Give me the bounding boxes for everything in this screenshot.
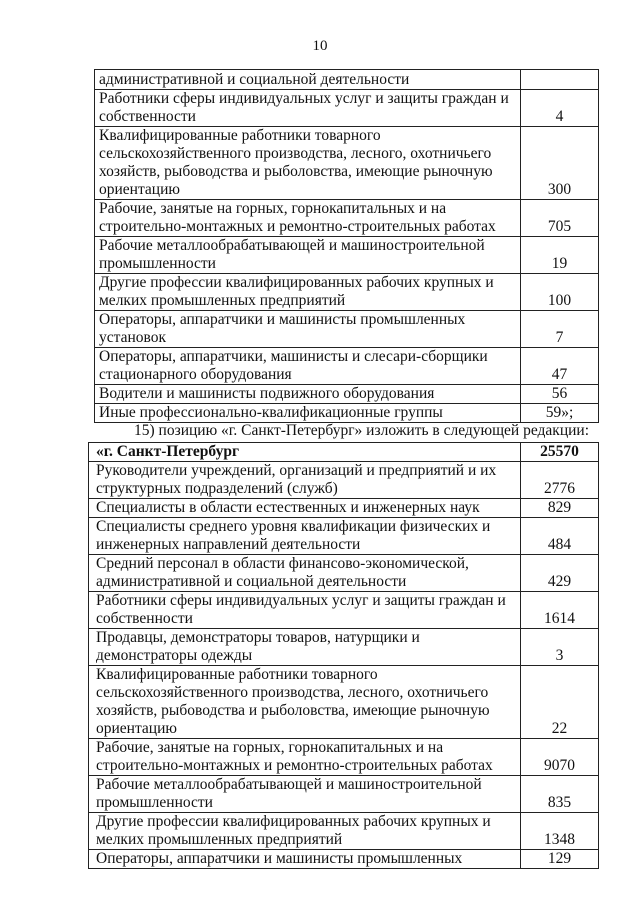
occupation-value: 429: [521, 555, 599, 592]
occupation-label: Операторы, аппаратчики, машинисты и слесари-сборщики стационарного оборудования: [95, 348, 521, 385]
table-row: [89, 555, 599, 592]
occupation-label: Рабочие, занятые на горных, горнокапитальных и на строительно-монтажных и ремонтно-строительных работах: [95, 200, 521, 237]
occupation-value: 19: [521, 237, 599, 274]
occupation-value: [521, 70, 599, 90]
table-row: [89, 850, 599, 869]
table-row: [95, 404, 599, 423]
table-row: [95, 348, 599, 385]
table-row: [89, 739, 599, 776]
table-row: [95, 237, 599, 274]
occupation-value: 59»;: [521, 404, 599, 423]
table-row: [89, 813, 599, 850]
occupation-label: Квалифицированные работники товарного сельскохозяйственного производства, лесного, охотничьего хозяйств, рыбоводства и рыболовства, имеющие рыночную ориентацию: [89, 666, 521, 739]
occupation-label: Средний персонал в области финансово-экономической, административной и социальной деятельности: [89, 555, 521, 592]
occupation-label: Работники сферы индивидуальных услуг и защиты граждан и собственности: [89, 592, 521, 629]
table-row: [95, 70, 599, 90]
table-row: [89, 776, 599, 813]
table-row: [89, 629, 599, 666]
table-header-row: [89, 443, 599, 462]
table-row: [95, 274, 599, 311]
occupation-value: 300: [521, 127, 599, 200]
occupation-value: 829: [521, 499, 599, 518]
table-row: [95, 200, 599, 237]
occupation-label: Специалисты в области естественных и инженерных наук: [89, 499, 521, 518]
table-row: [89, 666, 599, 739]
occupation-label: Рабочие металлообрабатывающей и машиностроительной промышленности: [89, 776, 521, 813]
table-row: [89, 462, 599, 499]
occupation-label: Рабочие металлообрабатывающей и машиностроительной промышленности: [95, 237, 521, 274]
table-continued-body: [95, 70, 599, 423]
table-saint-petersburg: [88, 442, 599, 869]
table-saint-petersburg-body: [89, 443, 599, 869]
table-row: [95, 385, 599, 404]
occupation-value: 1348: [521, 813, 599, 850]
occupation-label: Другие профессии квалифицированных рабочих крупных и мелких промышленных предприятий: [89, 813, 521, 850]
occupation-value: 835: [521, 776, 599, 813]
occupation-label: Руководители учреждений, организаций и предприятий и их структурных подразделений (служб): [89, 462, 521, 499]
region-label: «г. Санкт-Петербург: [89, 443, 521, 462]
occupation-value: 22: [521, 666, 599, 739]
table-row: [89, 592, 599, 629]
occupation-value: 3: [521, 629, 599, 666]
occupation-value: 9070: [521, 739, 599, 776]
occupation-label: Операторы, аппаратчики и машинисты промышленных установок: [95, 311, 521, 348]
table-row: [89, 518, 599, 555]
occupation-label: Водители и машинисты подвижного оборудования: [95, 385, 521, 404]
occupation-label: Иные профессионально-квалификационные группы: [95, 404, 521, 423]
table-row: [95, 311, 599, 348]
occupation-value: 100: [521, 274, 599, 311]
occupation-label: Специалисты среднего уровня квалификации физических и инженерных направлений деятельности: [89, 518, 521, 555]
occupation-value: 56: [521, 385, 599, 404]
table-continued: [94, 69, 599, 423]
occupation-value: 1614: [521, 592, 599, 629]
occupation-value: 705: [521, 200, 599, 237]
occupation-value: 129: [521, 850, 599, 869]
occupation-label: Другие профессии квалифицированных рабочих крупных и мелких промышленных предприятий: [95, 274, 521, 311]
table-row: [89, 499, 599, 518]
occupation-value: 47: [521, 348, 599, 385]
occupation-value: 4: [521, 90, 599, 127]
occupation-label: Продавцы, демонстраторы товаров, натурщики и демонстраторы одежды: [89, 629, 521, 666]
occupation-label: Операторы, аппаратчики и машинисты промышленных: [89, 850, 521, 869]
page-number: 10: [312, 38, 328, 54]
occupation-label: Рабочие, занятые на горных, горнокапитальных и на строительно-монтажных и ремонтно-строительных работах: [89, 739, 521, 776]
occupation-label: административной и социальной деятельности: [95, 70, 521, 90]
table-row: [95, 127, 599, 200]
table-row: [95, 90, 599, 127]
occupation-label: Работники сферы индивидуальных услуг и защиты граждан и собственности: [95, 90, 521, 127]
occupation-value: 2776: [521, 462, 599, 499]
occupation-value: 484: [521, 518, 599, 555]
occupation-label: Квалифицированные работники товарного сельскохозяйственного производства, лесного, охотничьего хозяйств, рыбоводства и рыболовства, имеющие рыночную ориентацию: [95, 127, 521, 200]
region-total: 25570: [521, 443, 599, 462]
occupation-value: 7: [521, 311, 599, 348]
amendment-paragraph: 15) позицию «г. Санкт-Петербург» изложить в следующей редакции:: [134, 422, 590, 439]
